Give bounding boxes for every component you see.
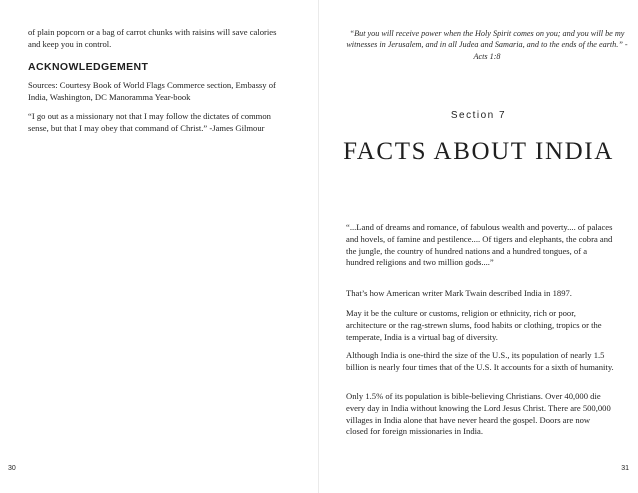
population-paragraph: Although India is one-third the size of the U.S., its population of nearly 1.5 billion is nearly four times that of the U.S. It accounts for a sixth of humanity. [346, 350, 614, 372]
sources-paragraph: Sources: Courtesy Book of World Flags Commerce section, Embassy of India, Washington, DC Manoramma Year-book [28, 80, 276, 102]
christians-paragraph: Only 1.5% of its population is bible-believing Christians. Over 40,000 die every day in India without knowing the Lord Jesus Christ. There are 500,000 villages in India alone that have never heard the gospel. Doors are now closed for foreign missionaries in India. [346, 391, 611, 437]
page-number-left: 30 [8, 465, 16, 472]
page-number-right: 31 [621, 465, 629, 472]
twain-quote-paragraph: “...Land of dreams and romance, of fabulous wealth and poverty.... of palaces and hovels, of famine and pestilence.... Of tigers and elephants, the cobra and the jungle, the country of hundred nations and a hundred tongues, of a hundred religions and two million gods....” [346, 222, 613, 268]
chapter-title: FACTS ABOUT INDIA [343, 138, 614, 165]
epigraph-quote: “But you will receive power when the Holy Spirit comes on you; and you will be my witnesses in Jerusalem, and in all Judea and Samaria, and to the ends of the earth.” -Acts 1:8 [346, 29, 628, 61]
right-page [319, 0, 638, 493]
left-paragraph-popcorn: of plain popcorn or a bag of carrot chunks with raisins will save calories and keep you in control. [28, 27, 277, 49]
twain-attribution-paragraph: That’s how American writer Mark Twain described India in 1897. [346, 288, 572, 298]
missionary-quote: “I go out as a missionary not that I may follow the dictates of common sense, but that I may obey that command of Christ.” -James Gilmour [28, 111, 271, 133]
diversity-paragraph: May it be the culture or customs, religion or ethnicity, rich or poor, architecture or the rag-strewn slums, food habits or clothing, tropics or the temperate, India is a virtual bag of diversity. [346, 308, 602, 342]
acknowledgement-heading: ACKNOWLEDGEMENT [28, 61, 149, 73]
section-label: Section 7 [450, 110, 507, 121]
